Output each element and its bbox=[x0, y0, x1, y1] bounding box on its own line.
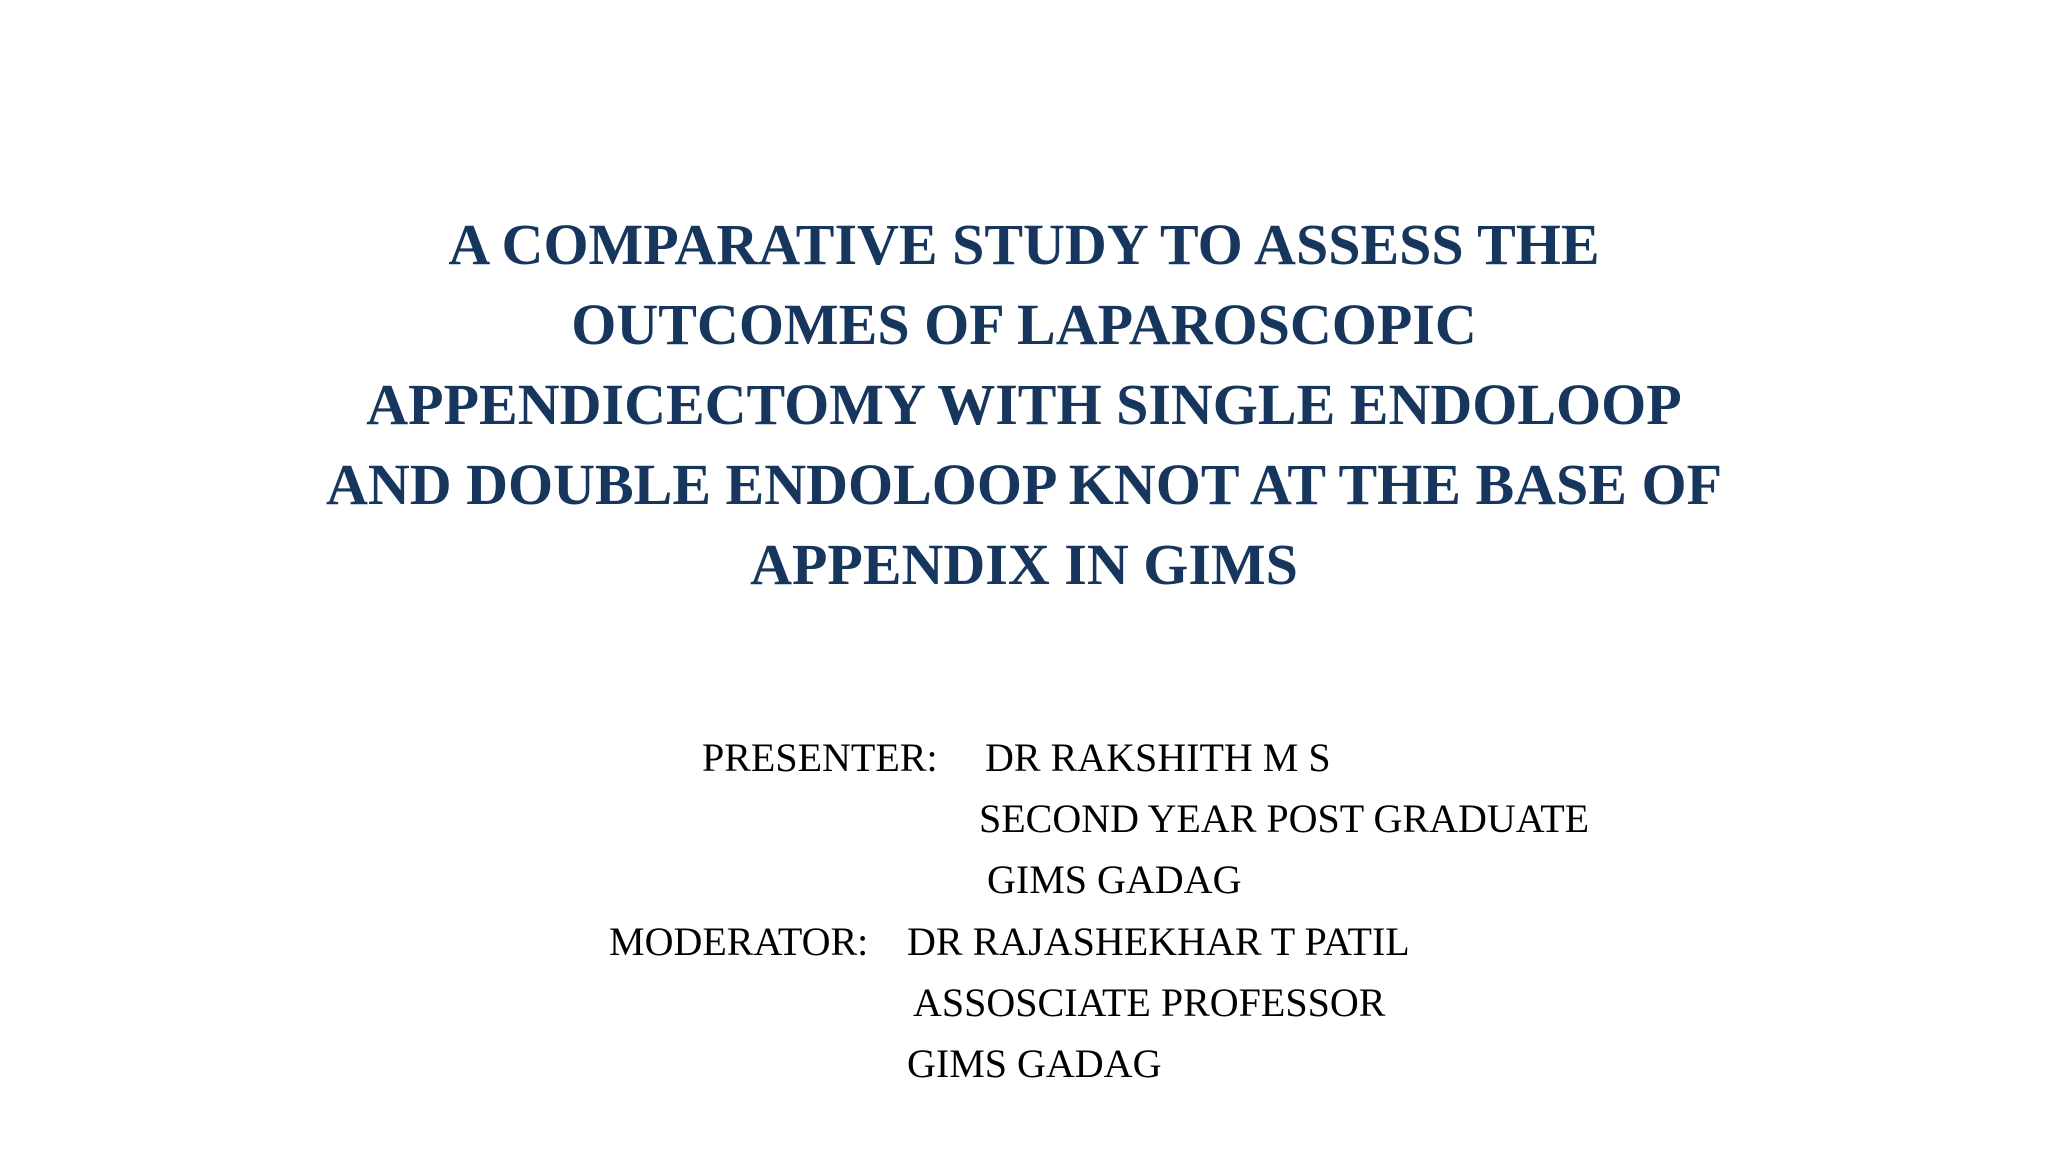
presenter-designation: SECOND YEAR POST GRADUATE bbox=[979, 796, 1590, 841]
moderator-designation: ASSOSCIATE PROFESSOR bbox=[913, 980, 1386, 1025]
moderator-label: MODERATOR: bbox=[609, 919, 869, 964]
moderator-institution: GIMS GADAG bbox=[907, 1041, 1162, 1086]
moderator-name: DR RAJASHEKHAR T PATIL bbox=[907, 919, 1410, 964]
title-line: AND DOUBLE ENDOLOOP KNOT AT THE BASE OF bbox=[325, 452, 1723, 517]
title-line: OUTCOMES OF LAPAROSCOPIC bbox=[571, 292, 1477, 357]
title-line: APPENDICECTOMY WITH SINGLE ENDOLOOP bbox=[366, 372, 1682, 437]
presenter-institution: GIMS GADAG bbox=[987, 857, 1242, 902]
title-line: A COMPARATIVE STUDY TO ASSESS THE bbox=[448, 212, 1600, 277]
title-line: APPENDIX IN GIMS bbox=[750, 532, 1298, 597]
slide-title bbox=[224, 205, 1824, 605]
presenter-name: DR RAKSHITH M S bbox=[985, 735, 1331, 780]
presenter-label: PRESENTER: bbox=[702, 735, 938, 780]
